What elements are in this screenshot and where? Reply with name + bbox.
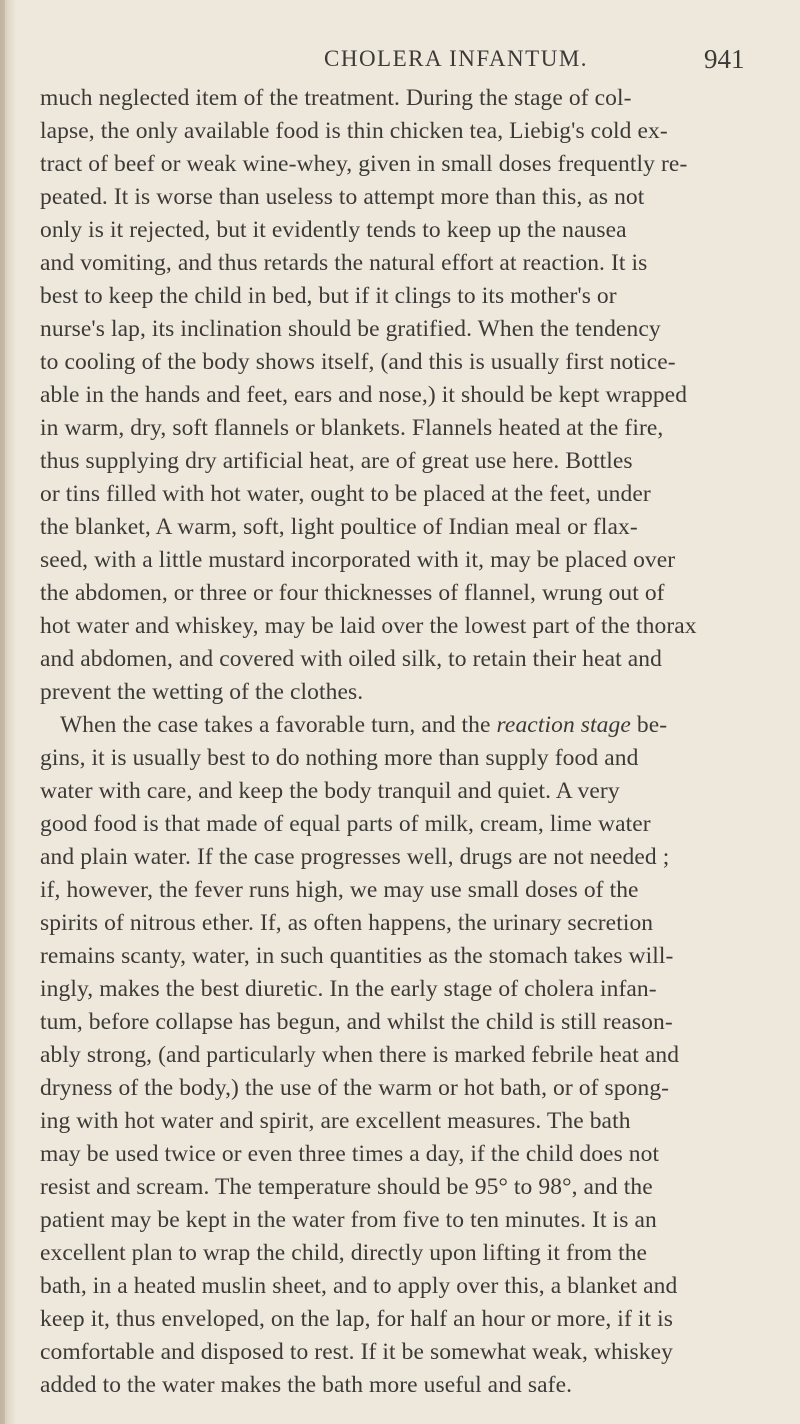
text-line: good food is that made of equal parts of milk, cream, lime water xyxy=(40,811,651,837)
text-line: excellent plan to wrap the child, directly upon lifting it from the xyxy=(40,1240,648,1266)
text-line: best to keep the child in bed, but if it clings to its mother's or xyxy=(40,283,617,309)
text-line: tum, before collapse has begun, and whilst the child is still reason- xyxy=(40,1009,673,1035)
text-line: ingly, makes the best diuretic. In the early stage of cholera infan- xyxy=(40,976,657,1002)
text-line: in warm, dry, soft flannels or blankets. Flannels heated at the fire, xyxy=(40,415,664,441)
italic-phrase: reaction stage xyxy=(496,712,631,738)
text-line: to cooling of the body shows itself, (and this is usually first notice- xyxy=(40,349,676,375)
text-line: dryness of the body,) the use of the warm or hot bath, or of spong- xyxy=(40,1075,670,1101)
text-line: lapse, the only available food is thin chicken tea, Liebig's cold ex- xyxy=(40,118,668,144)
text-line: comfortable and disposed to rest. If it be somewhat weak, whiskey xyxy=(40,1339,674,1365)
text-line: keep it, thus enveloped, on the lap, for half an hour or more, if it is xyxy=(40,1306,673,1332)
text-run: be- xyxy=(630,712,668,738)
text-line: hot water and whiskey, may be laid over the lowest part of the thorax xyxy=(40,613,697,639)
page-number: 941 xyxy=(704,44,745,74)
text-line: the abdomen, or three or four thicknesses of flannel, wrung out of xyxy=(40,580,665,606)
text-line: added to the water makes the bath more useful and safe. xyxy=(40,1372,573,1398)
text-line: and plain water. If the case progresses well, drugs are not needed ; xyxy=(40,844,670,870)
page-header xyxy=(0,36,800,76)
text-line: or tins filled with hot water, ought to be placed at the feet, under xyxy=(40,481,651,507)
text-line: the blanket, A warm, soft, light poultice of Indian meal or flax- xyxy=(40,514,638,540)
text-run: When the case takes a favorable turn, and the xyxy=(60,712,497,738)
text-line: patient may be kept in the water from five to ten minutes. It is an xyxy=(40,1207,657,1233)
body-text xyxy=(40,82,800,1402)
running-title: CHOLERA INFANTUM. xyxy=(324,46,589,71)
text-line: thus supplying dry artificial heat, are of great use here. Bottles xyxy=(40,448,633,474)
text-line: seed, with a little mustard incorporated with it, may be placed over xyxy=(40,547,676,573)
text-line: remains scanty, water, in such quantities as the stomach takes will- xyxy=(40,943,674,969)
text-line: if, however, the fever runs high, we may use small doses of the xyxy=(40,877,639,903)
text-line: gins, it is usually best to do nothing more than supply food and xyxy=(40,745,639,771)
text-line: and abdomen, and covered with oiled silk, to retain their heat and xyxy=(40,646,662,672)
text-line: ing with hot water and spirit, are excellent measures. The bath xyxy=(40,1108,631,1134)
text-line: ably strong, (and particularly when there is marked febrile heat and xyxy=(40,1042,680,1068)
text-line: much neglected item of the treatment. During the stage of col- xyxy=(40,85,632,111)
text-line: water with care, and keep the body tranquil and quiet. A very xyxy=(40,778,620,804)
text-line: and vomiting, and thus retards the natural effort at reaction. It is xyxy=(40,250,648,276)
text-line: prevent the wetting of the clothes. xyxy=(40,679,364,705)
text-line: resist and scream. The temperature should be 95° to 98°, and the xyxy=(40,1174,653,1200)
text-line: peated. It is worse than useless to attempt more than this, as not xyxy=(40,184,645,210)
text-line: able in the hands and feet, ears and nose,) it should be kept wrapped xyxy=(40,382,688,408)
text-line: bath, in a heated muslin sheet, and to apply over this, a blanket and xyxy=(40,1273,678,1299)
text-line: spirits of nitrous ether. If, as often happens, the urinary secretion xyxy=(40,910,654,936)
text-line: tract of beef or weak wine-whey, given in small doses frequently re- xyxy=(40,151,688,177)
text-line: nurse's lap, its inclination should be gratified. When the tendency xyxy=(40,316,661,342)
text-line: may be used twice or even three times a day, if the child does not xyxy=(40,1141,660,1167)
binding-shadow xyxy=(0,0,5,1424)
paragraph-start-line xyxy=(40,709,800,742)
text-line: only is it rejected, but it evidently tends to keep up the nausea xyxy=(40,217,627,243)
